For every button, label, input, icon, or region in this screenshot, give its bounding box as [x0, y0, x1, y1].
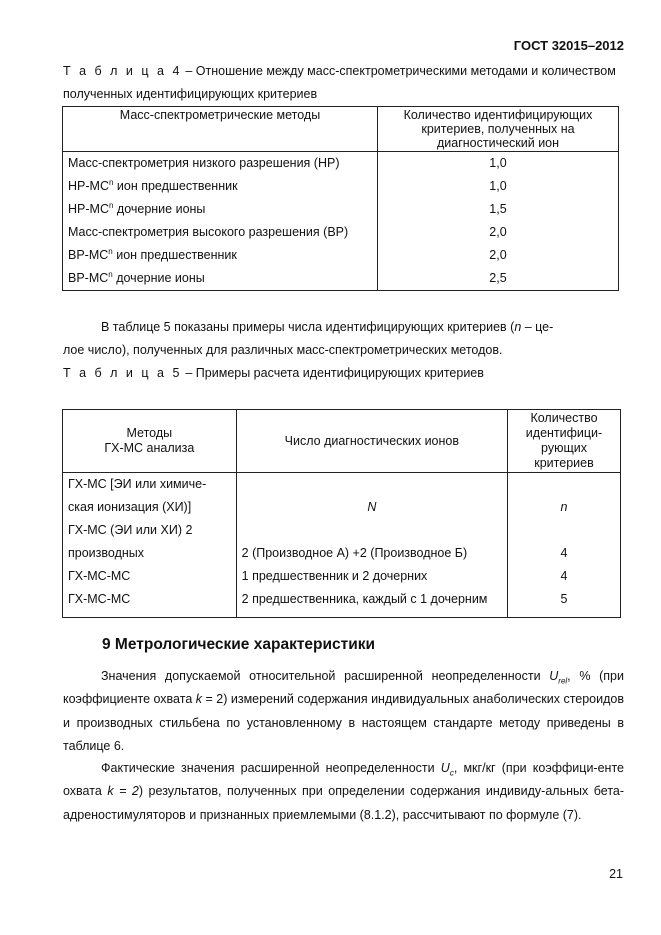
table5-col2-header: Число диагностических ионов [236, 410, 507, 473]
table4-value: 1,0 [378, 175, 619, 198]
table-row [63, 519, 621, 565]
table4-title-line1: – Отношение между масс-спектрометрическими методами и количеством [181, 64, 616, 78]
standard-code: ГОСТ 32015–2012 [513, 38, 624, 53]
table-row [63, 244, 619, 267]
table-row [63, 267, 619, 291]
table5-criteria: 5 [508, 588, 621, 618]
table4-method: $ВР-МС^n$ дочерние ионы [63, 267, 378, 291]
section9-paragraph1: Значения допускаемой относительной расширенной неопределенности $U_{rel}$, % (при коэффициенте охвата k = 2) измерений содержания индивидуальных анаболических стероидов и производных стильбена по установленному в настоящем стандарте методу приведены в таблице 6. [63, 669, 625, 753]
table5-header-row [63, 410, 621, 473]
table4-label: Т а б л и ц а 4 [63, 64, 182, 78]
table4-value: 1,0 [378, 152, 619, 176]
table5-criteria: 4 [508, 565, 621, 588]
table5-ions: 2 (Производное А) +2 (Производное Б) [236, 519, 507, 565]
table5-intro-paragraph [63, 316, 624, 363]
table5-intro-line1: В таблице 5 показаны примеры числа идентифицирующих критериев (n – це- [101, 320, 554, 334]
table-row [63, 198, 619, 221]
page-number: 21 [609, 867, 623, 881]
table5-criteria: 4 [508, 519, 621, 565]
section-heading: 9 Метрологические характеристики [102, 636, 376, 653]
table4 [62, 106, 619, 291]
table4-header-row [63, 107, 619, 152]
table-row [63, 175, 619, 198]
table-row [63, 152, 619, 176]
table5-ions: 1 предшественник и 2 дочерних [236, 565, 507, 588]
table5-method: ГХ-МС-МС [63, 565, 237, 588]
table4-caption-line2: полученных идентифицирующих критериев [63, 87, 318, 101]
table5-method: ГХ-МС (ЭИ или ХИ) 2 производных [63, 519, 237, 565]
table5-col1-header: Методы ГХ-МС анализа [63, 410, 237, 473]
table5-method: ГХ-МС [ЭИ или химиче- ская ионизация (ХИ)] [63, 473, 237, 520]
section9-paragraph2: Фактические значения расширенной неопределенности $U_c$, мкг/кг (при коэффици-енте охвата k = 2) результатов, полученных при определении содержания индивиду-альных бета-адреностимуляторов и признанных приемлемыми (8.1.2), рассчитывают по формуле (7). [63, 761, 625, 822]
table5-criteria: n [508, 473, 621, 520]
table5-caption [63, 362, 628, 385]
table5-ions: 2 предшественника, каждый с 1 дочерним [236, 588, 507, 618]
table4-col1-header: Масс-спектрометрические методы [63, 107, 378, 152]
table4-method: $НР-МС^n$ дочерние ионы [63, 198, 378, 221]
table4-method: $НР-МС^n$ ион предшественник [63, 175, 378, 198]
table5-label: Т а б л и ц а 5 [63, 366, 182, 380]
table4-value: 2,0 [378, 221, 619, 244]
table-row [63, 565, 621, 588]
table4-method: Масс-спектрометрия высокого разрешения (ВР) [63, 221, 378, 244]
table4-value: 1,5 [378, 198, 619, 221]
table-row [63, 221, 619, 244]
table5-title: – Примеры расчета идентифицирующих критериев [181, 366, 484, 380]
table4-method: Масс-спектрометрия низкого разрешения (НР) [63, 152, 378, 176]
table-row [63, 588, 621, 618]
table5-intro-line2: лое число), полученных для различных масс-спектрометрических методов. [63, 343, 503, 358]
table4-col2-header: Количество идентифицирующих критериев, полученных на диагностический ион [378, 107, 619, 152]
table4-value: 2,5 [378, 267, 619, 291]
table5-ions: N [236, 473, 507, 520]
table4-caption-line1 [63, 60, 628, 83]
table5 [62, 409, 621, 618]
table4-method: $ВР-МС^n$ ион предшественник [63, 244, 378, 267]
table-row [63, 473, 621, 520]
table5-col3-header: Количество идентифици-рующих критериев [508, 410, 621, 473]
table4-caption [63, 60, 628, 106]
table4-value: 2,0 [378, 244, 619, 267]
table5-method: ГХ-МС-МС [63, 588, 237, 618]
